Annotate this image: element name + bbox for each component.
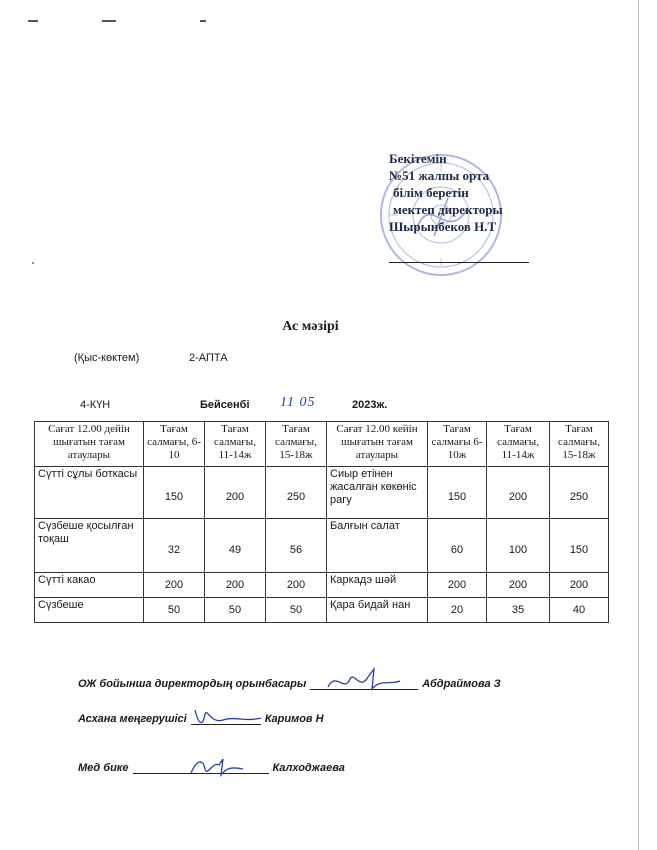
- column-header: Тағам салмағы, 11-14ж: [487, 422, 550, 467]
- nurse-signature: [187, 755, 247, 779]
- weight-cell: 50: [144, 598, 205, 623]
- weight-cell: 250: [266, 467, 327, 519]
- dish-name: Сиыр етінен жасалған көкөніс рагу: [327, 467, 428, 519]
- weight-cell: 200: [205, 573, 266, 598]
- nurse-name: Калходжаева: [272, 762, 345, 774]
- weight-cell: 40: [550, 598, 609, 623]
- year-label: 2023ж.: [352, 399, 388, 411]
- scan-mark: [200, 20, 206, 22]
- weight-cell: 200: [487, 467, 550, 519]
- weight-cell: 200: [550, 573, 609, 598]
- weight-cell: 49: [205, 519, 266, 573]
- page-edge: [638, 0, 639, 850]
- weight-cell: 200: [144, 573, 205, 598]
- column-header: Тағам салмағы 6-10ж: [428, 422, 487, 467]
- weight-cell: 200: [487, 573, 550, 598]
- column-header: Сағат 12.00 кейін шығатын тағам атаулары: [327, 422, 428, 467]
- nurse-signature-row: [78, 760, 345, 774]
- weight-cell: 150: [428, 467, 487, 519]
- day-label: 4-КҮН: [80, 399, 111, 411]
- weight-cell: 60: [428, 519, 487, 573]
- dish-name: Сүтті какао: [35, 573, 144, 598]
- approval-line-5: Шырынбеков Н.Т: [389, 219, 497, 234]
- kitchen-name: Каримов Н: [264, 713, 324, 725]
- weight-cell: 35: [487, 598, 550, 623]
- weight-cell: 150: [144, 467, 205, 519]
- weight-cell: 200: [428, 573, 487, 598]
- column-header: Тағам салмағы, 15-18ж: [550, 422, 609, 467]
- weight-cell: 20: [428, 598, 487, 623]
- weight-cell: 150: [550, 519, 609, 573]
- approval-block: [389, 150, 539, 235]
- kitchen-signature: [193, 706, 263, 730]
- weight-cell: 200: [205, 467, 266, 519]
- scan-speck: [32, 262, 34, 264]
- table-header-row: [35, 422, 609, 467]
- weekday-label: Бейсенбі: [200, 399, 250, 411]
- nurse-signature-line: [133, 760, 269, 774]
- handwritten-date: 11 05: [280, 395, 316, 410]
- weight-cell: 200: [266, 573, 327, 598]
- column-header: Тағам салмағы, 15-18ж: [266, 422, 327, 467]
- table-row: [35, 519, 609, 573]
- kitchen-label: Асхана меңгерушісі: [78, 713, 187, 725]
- dish-name: Сүзбеше қосылған тоқаш: [35, 519, 144, 573]
- weight-cell: 56: [266, 519, 327, 573]
- approval-line-4: мектеп директоры: [393, 202, 503, 217]
- weight-cell: 250: [550, 467, 609, 519]
- table-row: [35, 598, 609, 623]
- approval-line-2: №51 жалпы орта: [389, 168, 490, 183]
- dish-name: Сүзбеше: [35, 598, 144, 623]
- weight-cell: 50: [266, 598, 327, 623]
- dish-name: Каркадэ шәй: [327, 573, 428, 598]
- kitchen-signature-line: [191, 711, 261, 725]
- scan-mark: [28, 20, 38, 22]
- kitchen-signature-row: [78, 711, 324, 725]
- weight-cell: 100: [487, 519, 550, 573]
- column-header: Тағам салмағы, 11-14ж: [205, 422, 266, 467]
- season-label: (Қыс-көктем): [74, 352, 140, 364]
- weight-cell: 32: [144, 519, 205, 573]
- menu-table: [34, 421, 609, 623]
- menu-title: Ас мәзірі: [282, 319, 339, 334]
- dish-name: Балғын салат: [327, 519, 428, 573]
- deputy-name: Абдраймова З: [422, 678, 501, 690]
- dish-name: Сүтті сұлы боткасы: [35, 467, 144, 519]
- deputy-signature-line: [310, 676, 418, 690]
- column-header: Тағам салмағы, 6-10: [144, 422, 205, 467]
- table-row: [35, 467, 609, 519]
- column-header: Сағат 12.00 дейін шығатын тағам атаулары: [35, 422, 144, 467]
- week-label: 2-АПТА: [189, 352, 228, 364]
- nurse-label: Мед бике: [78, 762, 129, 774]
- deputy-signature-row: [78, 676, 501, 690]
- dish-name: Қара бидай нан: [327, 598, 428, 623]
- approval-line-1: Бекітемін: [389, 151, 447, 166]
- deputy-signature: [324, 665, 404, 695]
- weight-cell: 50: [205, 598, 266, 623]
- deputy-label: ОЖ бойынша директордың орынбасары: [78, 678, 307, 690]
- approval-signature-line: [389, 262, 529, 263]
- approval-line-3: білім беретін: [393, 185, 469, 200]
- table-row: [35, 573, 609, 598]
- scan-mark: [102, 20, 116, 22]
